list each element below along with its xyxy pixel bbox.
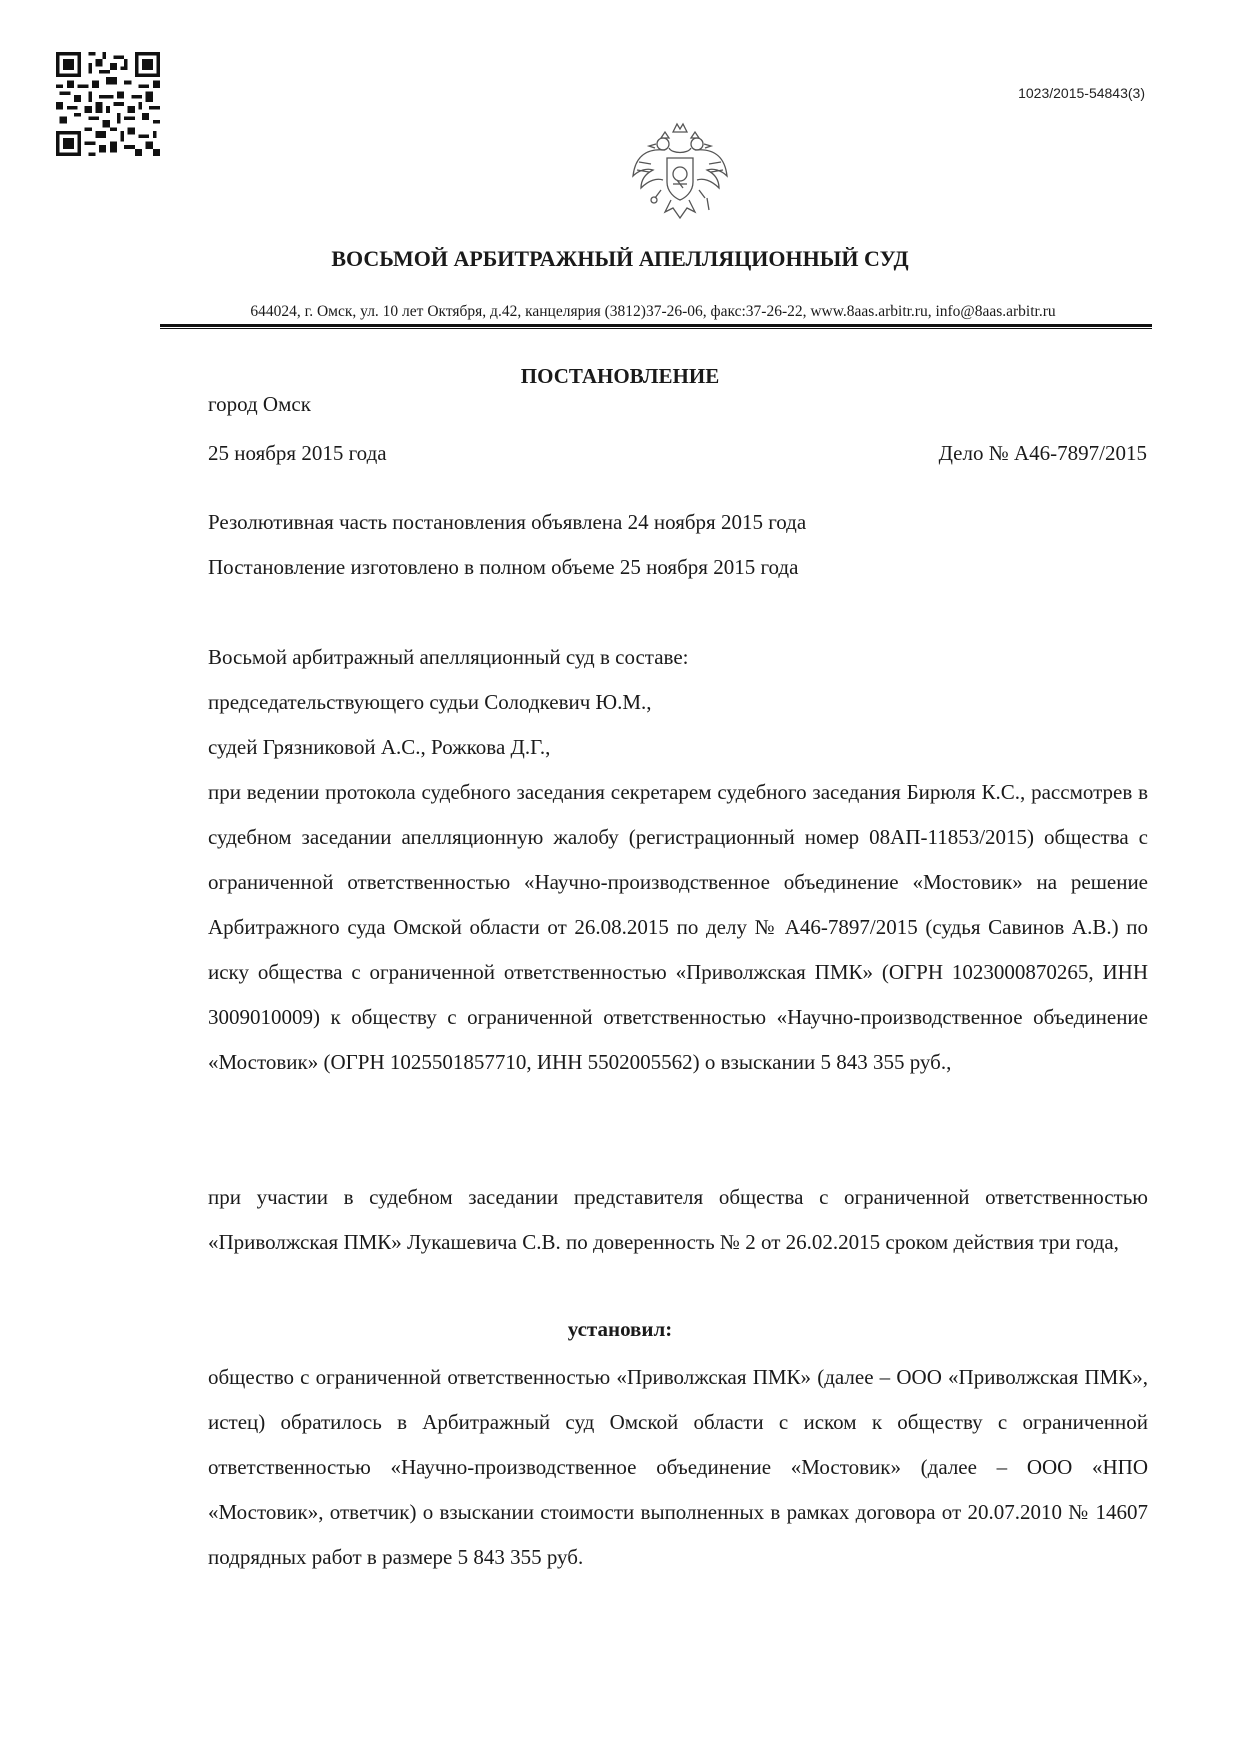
header-divider-thick <box>160 324 1152 327</box>
established-heading: установил: <box>567 1317 673 1341</box>
established-paragraph: общество с ограниченной ответственностью «Приволжская ПМК» (далее – ООО «Приволжская ПМК», истец) обратилось в Арбитражный суд Омской области с иском к обществу с ограниченной ответственностью «Научно-производственное объединение «Мостовик» (далее – ООО «НПО «Мостовик», ответчик) о взыскании стоимости выполненных в рамках договора от 20.07.2010 № 14607 подрядных работ в размере 5 843 355 руб. <box>208 1365 1148 1569</box>
full-text-line: Постановление изготовлено в полном объеме 25 ноября 2015 года <box>208 555 799 579</box>
document-date: 25 ноября 2015 года <box>208 441 387 465</box>
composition-intro: Восьмой арбитражный апелляционный суд в составе: <box>208 645 689 669</box>
court-name-title: ВОСЬМОЙ АРБИТРАЖНЫЙ АПЕЛЛЯЦИОННЫЙ СУД <box>331 246 909 271</box>
qr-code-icon <box>56 52 160 156</box>
document-registration-number: 1023/2015-54843(3) <box>1018 85 1145 101</box>
case-description-paragraph: при ведении протокола судебного заседания секретарем судебного заседания Бирюля К.С., рассмотрев в судебном заседании апелляционную жалобу (регистрационный номер 08АП-11853/2015) общества с ограниченной ответственностью «Научно-производственное объединение «Мостовик» на решение Арбитражного суда Омской области от 26.08.2015 по делу № А46-7897/2015 (судья Савинов А.В.) по иску общества с ограниченной ответственностью «Приволжская ПМК» (ОГРН 1023000870265, ИНН 3009010009) к обществу с ограниченной ответственностью «Научно-производственное объединение «Мостовик» (ОГРН 1025501857710, ИНН 5502005562) о взыскании 5 843 355 руб., <box>208 780 1148 1074</box>
document-type-title: ПОСТАНОВЛЕНИЕ <box>520 364 720 388</box>
header-divider-thin <box>160 328 1152 329</box>
participation-paragraph: при участии в судебном заседании представителя общества с ограниченной ответственностью «Приволжская ПМК» Лукашевича С.В. по доверенность № 2 от 26.02.2015 сроком действия три года, <box>208 1185 1148 1254</box>
judges-line: судей Грязниковой А.С., Рожкова Д.Г., <box>208 735 551 759</box>
city-line: город Омск <box>208 392 311 416</box>
case-number: Дело № А46-7897/2015 <box>938 441 1147 465</box>
presiding-judge-line: председательствующего судьи Солодкевич Ю.М., <box>208 690 652 714</box>
court-address-line: 644024, г. Омск, ул. 10 лет Октября, д.42, канцелярия (3812)37-26-06, факс:37-26-22, www.8aas.arbitr.ru, info@8aas.arbitr.ru <box>250 303 1056 320</box>
coat-of-arms-icon <box>625 118 735 228</box>
operative-part-line: Резолютивная часть постановления объявлена 24 ноября 2015 года <box>208 510 807 534</box>
